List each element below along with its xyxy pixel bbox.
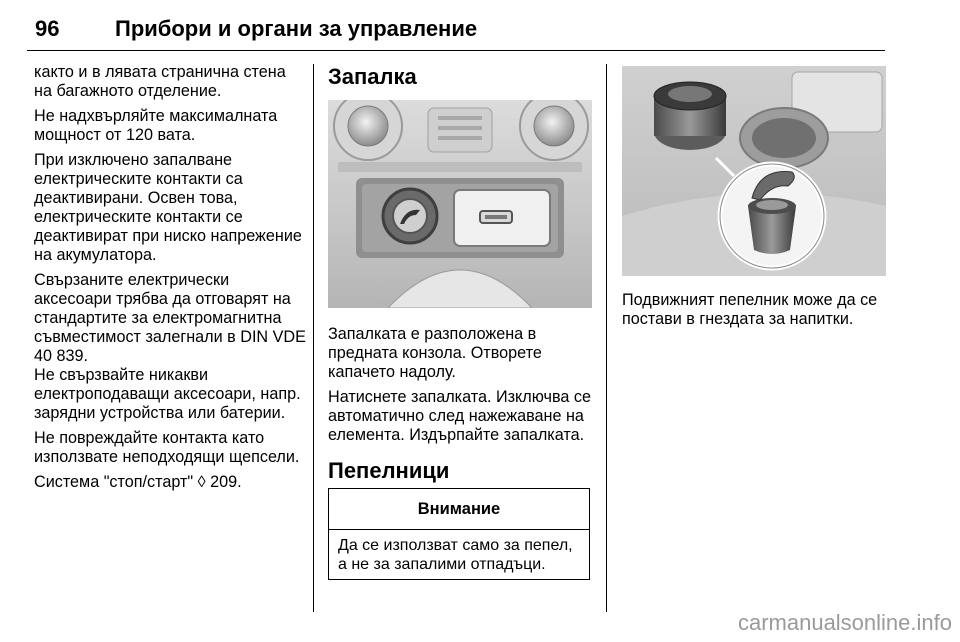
- ashtray-image: [622, 66, 886, 276]
- paragraph: Не надхвърляйте максималната мощност от 120 вата.: [34, 107, 278, 144]
- column-divider-left: [313, 64, 314, 612]
- cigarette-lighter-image: [328, 100, 592, 308]
- page-title: Прибори и органи за управление: [115, 16, 478, 41]
- warning-text: Да се използват само за пепел, а не за запалими отпадъци.: [338, 537, 573, 573]
- header-divider: [27, 50, 885, 51]
- paragraph: Не свързвайте никакви електроподаващи аксесоари, напр. зарядни устройства или батерии.: [34, 366, 301, 422]
- warning-box: [328, 488, 590, 580]
- image-caption: Подвижният пепелник може да се постави в гнездата за напитки.: [622, 291, 878, 328]
- ashtray-illustration: [622, 66, 886, 276]
- cigarette-lighter-illustration: [328, 100, 592, 308]
- paragraph: Свързаните електрически аксесоари трябва да отговарят на стандартите за електромагнитна съвместимост залегнали в DIN VDE 40 839.: [34, 271, 306, 365]
- paragraph: Не повреждайте контакта като използвате неподходящи щепсели.: [34, 429, 300, 466]
- paragraph: Запалката е разположена в предната конзола. Отворете капачето надолу.: [328, 325, 542, 381]
- left-column: [34, 63, 306, 498]
- paragraph: както и в лявата странична стена на багажното отделение.: [34, 63, 286, 100]
- section-heading-ashtrays: Пепелници: [328, 458, 450, 483]
- page-header: [27, 16, 887, 50]
- crossref-arrow-icon: ◊: [197, 473, 206, 491]
- right-column-text: [622, 291, 887, 335]
- crossref-page: 209.: [210, 473, 242, 491]
- cross-reference[interactable]: [34, 473, 306, 492]
- page-number: 96: [35, 16, 60, 41]
- paragraph: При изключено запалване електрическите контакти са деактивирани. Освен това, електрическите контакти се деактивират при ниско напрежение на акумулатора.: [34, 151, 302, 264]
- middle-column-text: [328, 325, 596, 451]
- watermark: carmanualsonline.info: [737, 610, 952, 635]
- section-heading-lighter: Запалка: [328, 64, 417, 89]
- paragraph: Натиснете запалката. Изключва се автоматично след нажежаване на елемента. Издърпайте запалката.: [328, 388, 591, 444]
- column-divider-right: [606, 64, 607, 612]
- crossref-text: Система "стоп/старт": [34, 473, 194, 491]
- warning-title: Внимание: [329, 489, 589, 530]
